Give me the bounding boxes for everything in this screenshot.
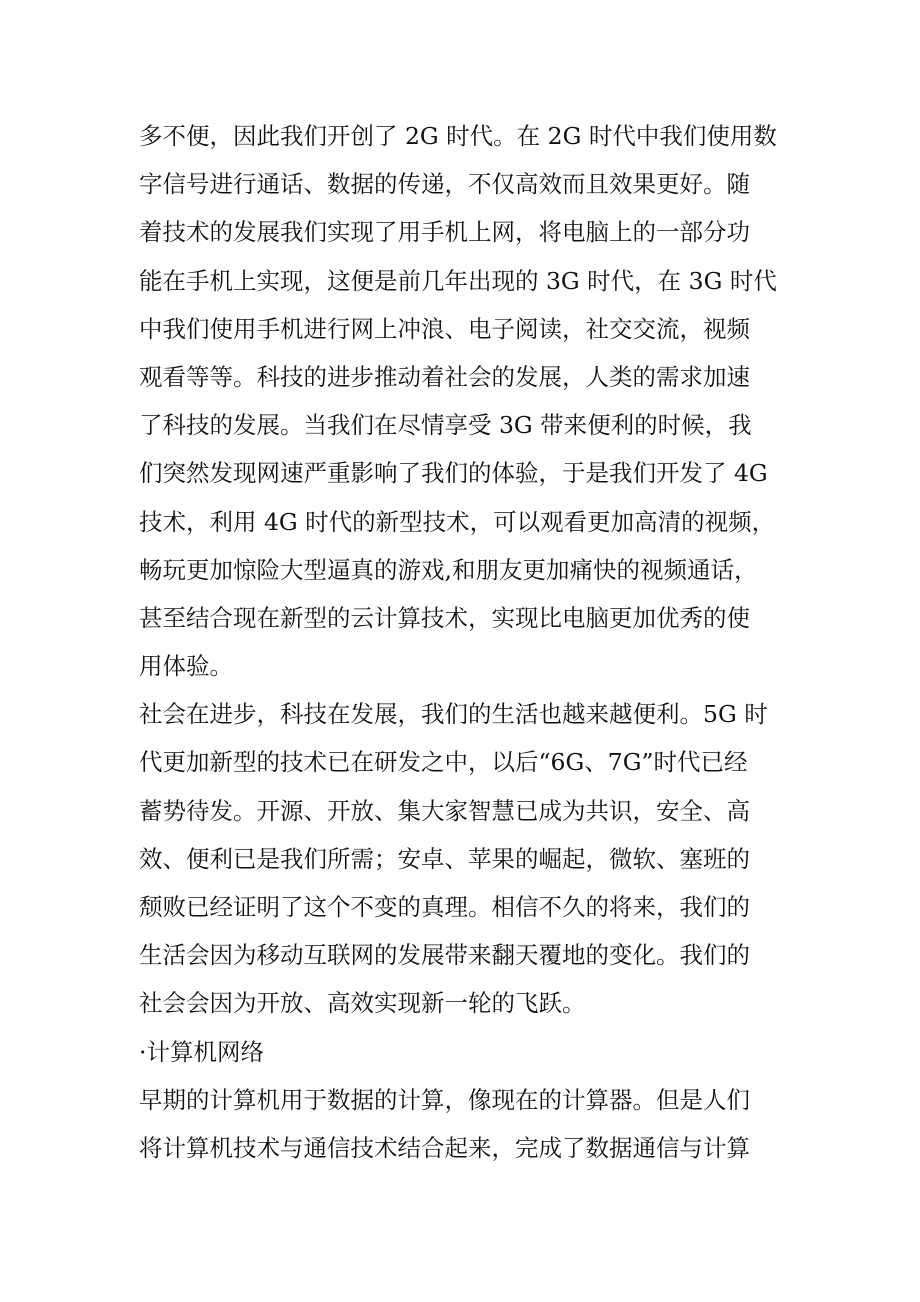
text-line: 颓败已经证明了这个不变的真理。相信不久的将来，我们的 (139, 893, 750, 921)
document-body (139, 112, 789, 1172)
text-line: 代更加新型的技术已在研发之中，以后“6G、7G”时代已经 (139, 748, 748, 777)
text-line: 们突然发现网速严重影响了我们的体验，于是我们开发了 4G (139, 459, 768, 488)
text-line: 畅玩更加惊险大型逼真的游戏,和朋友更加痛快的视频通话， (139, 555, 758, 584)
text-line: 蓄势待发。开源、开放、集大家智慧已成为共识，安全、高 (139, 796, 750, 825)
text-line: 多不便，因此我们开创了 2G 时代。在 2G 时代中我们使用数 (139, 122, 777, 150)
text-line: 用体验。 (139, 652, 233, 681)
text-line: 技术，利用 4G 时代的新型技术，可以观看更加高清的视频， (139, 507, 776, 536)
text-line: 能在手机上实现，这便是前几年出现的 3G 时代，在 3G 时代 (139, 266, 777, 295)
text-line: 着技术的发展我们实现了用手机上网，将电脑上的一部分功 (139, 218, 750, 247)
text-line: 甚至结合现在新型的云计算技术，实现比电脑更加优秀的使 (139, 603, 750, 632)
text-line: 社会会因为开放、高效实现新一轮的飞跃。 (139, 989, 586, 1018)
text-line: 生活会因为移动互联网的发展带来翻天覆地的变化。我们的 (139, 941, 750, 970)
section-heading: ·计算机网络 (139, 1037, 264, 1066)
text-line: 了科技的发展。当我们在尽情享受 3G 带来便利的时候，我 (139, 411, 752, 440)
text-line: 效、便利已是我们所需；安卓、苹果的崛起，微软、塞班的 (139, 844, 750, 873)
text-line: 社会在进步，科技在发展，我们的生活也越来越便利。5G 时 (139, 700, 768, 729)
text-line: 观看等等。科技的进步推动着社会的发展，人类的需求加速 (139, 362, 750, 391)
text-line: 中我们使用手机进行网上冲浪、电子阅读，社交交流，视频 (139, 314, 750, 343)
text-line: 字信号进行通话、数据的传递，不仅高效而且效果更好。随 (139, 170, 750, 199)
text-line: 早期的计算机用于数据的计算，像现在的计算器。但是人们 (139, 1085, 750, 1114)
text-line: 将计算机技术与通信技术结合起来，完成了数据通信与计算 (139, 1133, 750, 1162)
